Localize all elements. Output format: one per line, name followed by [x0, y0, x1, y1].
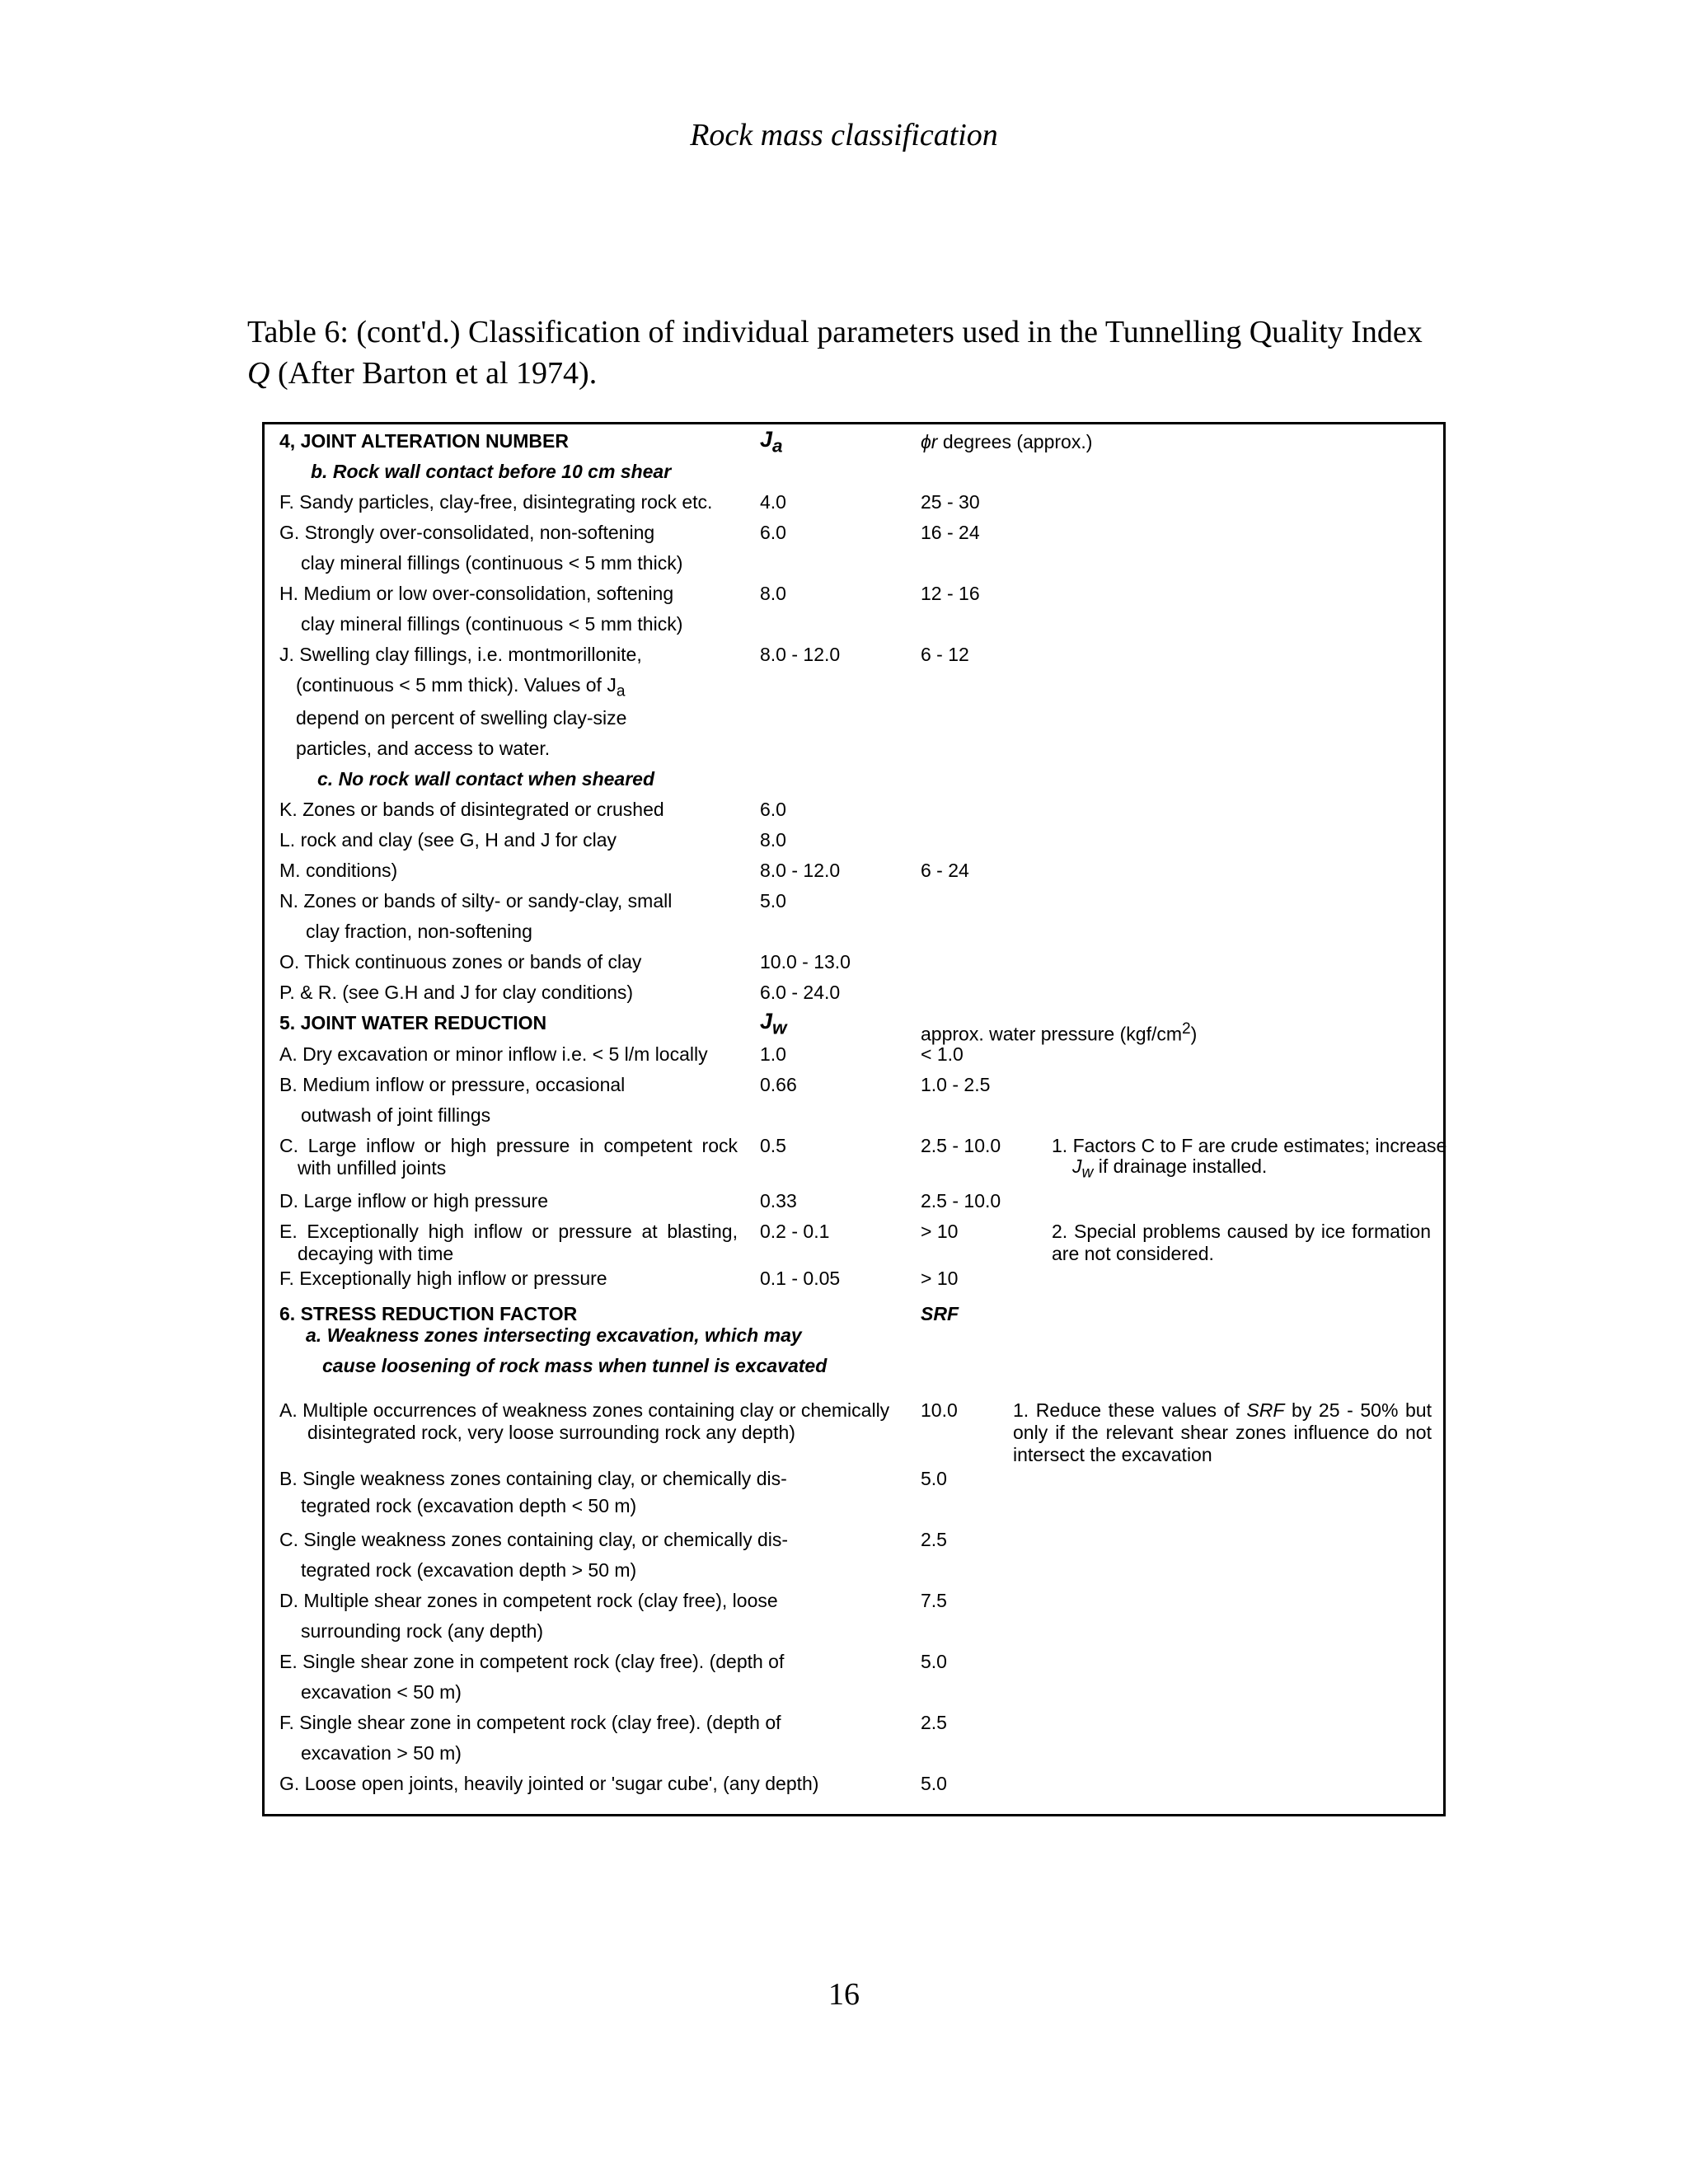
ja-row-o: O. Thick continuous zones or bands of clay — [279, 951, 642, 972]
ja-row-h-cont: clay mineral fillings (continuous < 5 mm thick) — [301, 613, 683, 635]
ja-value-j: 8.0 - 12.0 — [760, 644, 841, 665]
ja-value-f: 4.0 — [760, 491, 786, 513]
pressure-value-e: > 10 — [921, 1221, 959, 1242]
ja-row-j-cont-2: depend on percent of swelling clay-size — [296, 707, 627, 729]
srf-row-a-cont: disintegrated rock, very loose surrounding rock any depth) — [307, 1422, 795, 1443]
running-head: Rock mass classification — [690, 118, 998, 152]
phi-value-f: 25 - 30 — [921, 491, 980, 513]
ja-value-p: 6.0 - 24.0 — [760, 982, 841, 1003]
srf-row-d-cont: surrounding rock (any depth) — [301, 1620, 544, 1642]
section-4-title: 4, JOINT ALTERATION NUMBER — [279, 430, 569, 452]
caption-text-1: Table 6: (cont'd.) Classification of individual parameters used in the Tunnelling Quality Index — [247, 315, 1423, 349]
srf-row-g: G. Loose open joints, heavily jointed or 'sugar cube', (any depth) — [279, 1773, 819, 1794]
ja-value-o: 10.0 - 13.0 — [760, 951, 851, 972]
srf-row-e: E. Single shear zone in competent rock (clay free). (depth of — [279, 1651, 785, 1672]
phi-value-m: 6 - 24 — [921, 860, 969, 881]
jw-note-1: 1. Factors C to F are crude estimates; increase — [1052, 1135, 1447, 1156]
ja-row-j-cont-3: particles, and access to water. — [296, 738, 551, 759]
ja-row-h: H. Medium or low over-consolidation, softening — [279, 583, 674, 604]
srf-row-e-cont: excavation < 50 m) — [301, 1681, 462, 1703]
ja-row-j: J. Swelling clay fillings, i.e. montmorillonite, — [279, 644, 642, 665]
jw-note-1-cont: $J_w$ if drainage installed. — [1072, 1155, 1268, 1182]
section-5-title: 5. JOINT WATER REDUCTION — [279, 1012, 547, 1033]
subsection-a-heading-cont: cause loosening of rock mass when tunnel is excavated — [322, 1355, 828, 1376]
srf-row-f: F. Single shear zone in competent rock (clay free). (depth of — [279, 1712, 781, 1733]
jw-row-b-cont: outwash of joint fillings — [301, 1104, 491, 1126]
jw-row-e: E. Exceptionally high inflow or pressure at blasting, — [279, 1221, 738, 1242]
ja-row-n-cont: clay fraction, non-softening — [306, 921, 532, 942]
jw-value-d: 0.33 — [760, 1190, 797, 1212]
jw-value-f: 0.1 - 0.05 — [760, 1268, 841, 1289]
ja-value-g: 6.0 — [760, 522, 786, 543]
ja-value-h: 8.0 — [760, 583, 786, 604]
ja-value-n: 5.0 — [760, 890, 786, 912]
srf-row-b: B. Single weakness zones containing clay, or chemically dis- — [279, 1468, 787, 1489]
ja-row-n: N. Zones or bands of silty- or sandy-clay, small — [279, 890, 673, 912]
jw-value-c: 0.5 — [760, 1135, 786, 1156]
ja-row-k: K. Zones or bands of disintegrated or crushed — [279, 799, 664, 820]
page-number: 16 — [828, 1977, 860, 2012]
srf-value-f: 2.5 — [921, 1712, 947, 1733]
jw-row-b: B. Medium inflow or pressure, occasional — [279, 1074, 626, 1095]
srf-value-d: 7.5 — [921, 1590, 947, 1611]
srf-value-b: 5.0 — [921, 1468, 947, 1489]
ja-row-m: M. conditions) — [279, 860, 398, 881]
jw-row-d: D. Large inflow or high pressure — [279, 1190, 548, 1212]
srf-row-c: C. Single weakness zones containing clay, or chemically dis- — [279, 1529, 789, 1550]
jw-row-f: F. Exceptionally high inflow or pressure — [279, 1268, 607, 1289]
srf-value-c: 2.5 — [921, 1529, 947, 1550]
section-6-title: 6. STRESS REDUCTION FACTOR — [279, 1303, 578, 1324]
table-caption — [247, 312, 1442, 394]
srf-row-a: A. Multiple occurrences of weakness zones containing clay or chemically — [279, 1399, 890, 1421]
phi-value-h: 12 - 16 — [921, 583, 980, 604]
pressure-value-a: < 1.0 — [921, 1043, 964, 1065]
ja-row-g-cont: clay mineral fillings (continuous < 5 mm thick) — [301, 552, 683, 574]
ja-row-g: G. Strongly over-consolidated, non-softening — [279, 522, 655, 543]
phi-value-g: 16 - 24 — [921, 522, 980, 543]
jw-value-e: 0.2 - 0.1 — [760, 1221, 830, 1242]
srf-row-d: D. Multiple shear zones in competent rock (clay free), loose — [279, 1590, 778, 1611]
jw-row-c: C. Large inflow or high pressure in competent rock — [279, 1135, 738, 1156]
ja-value-m: 8.0 - 12.0 — [760, 860, 841, 881]
jw-value-b: 0.66 — [760, 1074, 797, 1095]
ja-value-k: 6.0 — [760, 799, 786, 820]
parameter-table — [262, 422, 1446, 1816]
srf-row-f-cont: excavation > 50 m) — [301, 1742, 462, 1764]
jw-value-a: 1.0 — [760, 1043, 786, 1065]
srf-row-c-cont: tegrated rock (excavation depth > 50 m) — [301, 1559, 637, 1581]
jw-row-c-cont: with unfilled joints — [298, 1157, 447, 1179]
ja-row-l: L. rock and clay (see G, H and J for clay — [279, 829, 617, 851]
ja-row-j-cont-1: (continuous < 5 mm thick). Values of $J_a$ — [296, 674, 626, 701]
phi-value-j: 6 - 12 — [921, 644, 969, 665]
pressure-value-b: 1.0 - 2.5 — [921, 1074, 991, 1095]
jw-symbol: $J_w$ — [760, 1009, 787, 1038]
ja-row-p: P. & R. (see G.H and J for clay conditions) — [279, 982, 634, 1003]
phi-r-header: ϕr degrees (approx.) — [921, 431, 1093, 452]
srf-value-e: 5.0 — [921, 1651, 947, 1672]
subsection-b-heading: b. Rock wall contact before 10 cm shear — [311, 461, 672, 482]
pressure-value-c: 2.5 - 10.0 — [921, 1135, 1001, 1156]
ja-row-f: F. Sandy particles, clay-free, disintegrating rock etc. — [279, 491, 713, 513]
pressure-value-f: > 10 — [921, 1268, 959, 1289]
water-pressure-header: approx. water pressure $(kgf/cm^2)$ — [921, 1020, 1198, 1045]
jw-note-2: 2. Special problems caused by ice formation are not considered. — [1052, 1221, 1431, 1264]
jw-row-e-cont: decaying with time — [298, 1243, 454, 1264]
caption-text-2: (After Barton et al 1974). — [270, 356, 598, 391]
subsection-a-heading: a. Weakness zones intersecting excavation, which may — [306, 1324, 802, 1346]
pressure-value-d: 2.5 - 10.0 — [921, 1190, 1001, 1212]
subsection-c-heading: c. No rock wall contact when sheared — [317, 768, 655, 790]
srf-note-1: 1. Reduce these values of SRF by 25 - 50% but only if the relevant shear zones influence do not intersect the excavation — [1013, 1399, 1432, 1465]
ja-value-l: 8.0 — [760, 829, 786, 851]
jw-row-a: A. Dry excavation or minor inflow i.e. < 5 l/m locally — [279, 1043, 708, 1065]
ja-symbol: $J_a$ — [760, 427, 783, 457]
caption-q-symbol: Q — [247, 356, 270, 391]
srf-value-g: 5.0 — [921, 1773, 947, 1794]
srf-symbol: SRF — [921, 1303, 959, 1324]
srf-row-b-cont: tegrated rock (excavation depth < 50 m) — [301, 1495, 637, 1516]
srf-value-a: 10.0 — [921, 1399, 958, 1421]
